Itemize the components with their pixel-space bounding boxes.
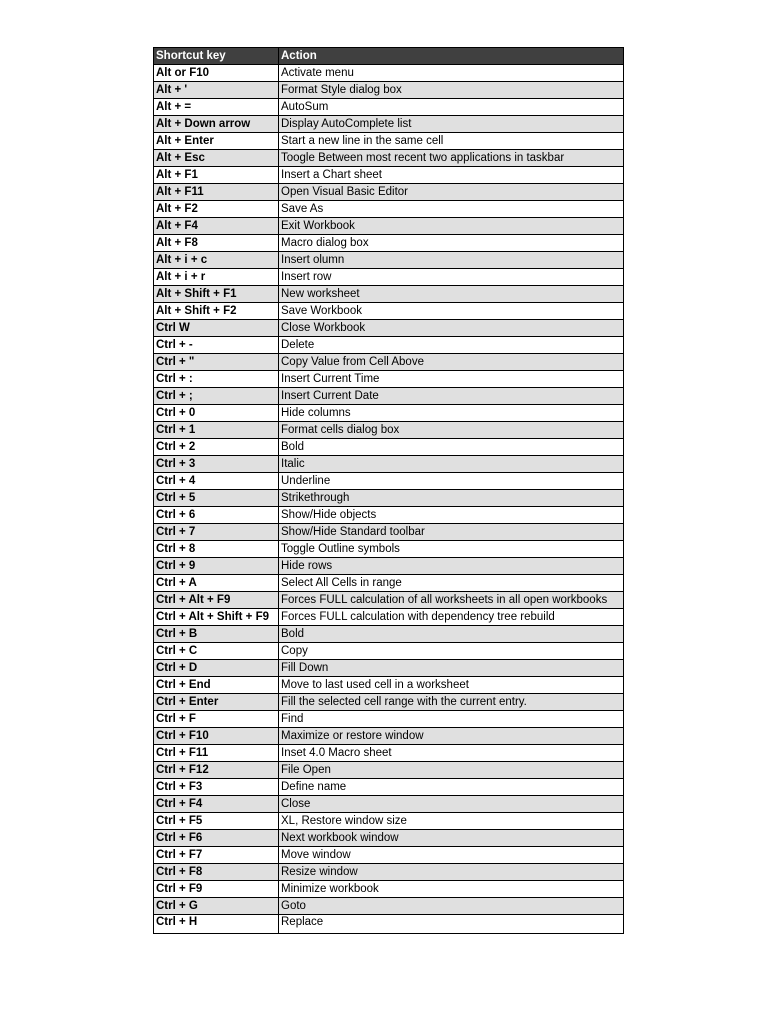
shortcut-key-cell: Ctrl + 3 [154,456,279,473]
action-cell: Move window [279,847,624,864]
table-row [154,677,624,694]
action-cell: Start a new line in the same cell [279,133,624,150]
shortcut-key-cell: Ctrl + A [154,575,279,592]
shortcut-key-cell: Ctrl + H [154,915,279,934]
shortcut-key-cell: Ctrl + 6 [154,507,279,524]
action-cell: Forces FULL calculation of all worksheets in all open workbooks [279,592,624,609]
table-row [154,65,624,82]
shortcut-key-cell: Ctrl + C [154,643,279,660]
table-body [154,65,624,934]
action-cell: Find [279,711,624,728]
shortcut-key-cell: Ctrl + 4 [154,473,279,490]
table-row [154,762,624,779]
action-cell: Fill Down [279,660,624,677]
shortcut-key-cell: Ctrl + 5 [154,490,279,507]
action-cell: XL, Restore window size [279,813,624,830]
shortcut-key-cell: Ctrl + Enter [154,694,279,711]
table-row [154,915,624,934]
table-row [154,864,624,881]
action-cell: Format cells dialog box [279,422,624,439]
table-row [154,830,624,847]
shortcut-key-cell: Ctrl + 0 [154,405,279,422]
action-cell: Resize window [279,864,624,881]
table-row [154,507,624,524]
action-cell: Close [279,796,624,813]
table-row [154,235,624,252]
action-cell: Minimize workbook [279,881,624,898]
table-row [154,541,624,558]
action-cell: Save As [279,201,624,218]
action-cell: Show/Hide objects [279,507,624,524]
shortcut-key-cell: Alt + F1 [154,167,279,184]
action-cell: Format Style dialog box [279,82,624,99]
table-row [154,150,624,167]
table-row [154,490,624,507]
shortcut-key-cell: Alt or F10 [154,65,279,82]
table-row [154,405,624,422]
action-cell: Show/Hide Standard toolbar [279,524,624,541]
action-cell: Underline [279,473,624,490]
shortcut-key-cell: Alt + i + c [154,252,279,269]
shortcut-key-cell: Alt + Enter [154,133,279,150]
action-cell: Fill the selected cell range with the current entry. [279,694,624,711]
shortcut-key-cell: Ctrl + F12 [154,762,279,779]
shortcut-key-cell: Alt + Shift + F1 [154,286,279,303]
table-row [154,745,624,762]
action-cell: Insert row [279,269,624,286]
table-row [154,609,624,626]
action-cell: Activate menu [279,65,624,82]
shortcut-key-cell: Ctrl + F8 [154,864,279,881]
shortcut-key-cell: Ctrl + B [154,626,279,643]
shortcut-key-cell: Ctrl + F3 [154,779,279,796]
table-row [154,201,624,218]
table-row [154,320,624,337]
action-cell: Insert a Chart sheet [279,167,624,184]
column-header-shortcut-key: Shortcut key [154,48,279,65]
table-row [154,167,624,184]
table-row [154,575,624,592]
table-row [154,473,624,490]
action-cell: Insert Current Date [279,388,624,405]
shortcut-key-cell: Ctrl + G [154,898,279,915]
shortcut-key-cell: Ctrl W [154,320,279,337]
table-row [154,303,624,320]
table-row [154,218,624,235]
action-cell: Move to last used cell in a worksheet [279,677,624,694]
table-row [154,592,624,609]
table-row [154,269,624,286]
action-cell: Delete [279,337,624,354]
shortcut-key-cell: Alt + ' [154,82,279,99]
shortcut-key-cell: Ctrl + Alt + Shift + F9 [154,609,279,626]
column-header-action: Action [279,48,624,65]
shortcut-key-cell: Ctrl + 8 [154,541,279,558]
table-row [154,286,624,303]
shortcut-key-cell: Ctrl + 7 [154,524,279,541]
action-cell: Select All Cells in range [279,575,624,592]
action-cell: Toggle Outline symbols [279,541,624,558]
action-cell: Copy Value from Cell Above [279,354,624,371]
table-row [154,82,624,99]
shortcut-key-cell: Ctrl + F6 [154,830,279,847]
shortcut-key-cell: Alt + F2 [154,201,279,218]
shortcut-key-cell: Ctrl + ; [154,388,279,405]
action-cell: File Open [279,762,624,779]
action-cell: Macro dialog box [279,235,624,252]
table-row [154,694,624,711]
table-row [154,643,624,660]
shortcut-key-cell: Ctrl + F10 [154,728,279,745]
action-cell: New worksheet [279,286,624,303]
table-row [154,184,624,201]
shortcut-key-cell: Ctrl + End [154,677,279,694]
action-cell: Copy [279,643,624,660]
shortcut-key-cell: Ctrl + F11 [154,745,279,762]
table-row [154,626,624,643]
shortcut-key-cell: Ctrl + 2 [154,439,279,456]
shortcut-key-cell: Ctrl + " [154,354,279,371]
action-cell: Forces FULL calculation with dependency tree rebuild [279,609,624,626]
table-row [154,881,624,898]
action-cell: Maximize or restore window [279,728,624,745]
action-cell: Hide columns [279,405,624,422]
shortcut-key-cell: Alt + Shift + F2 [154,303,279,320]
shortcut-key-cell: Alt + F8 [154,235,279,252]
table-row [154,388,624,405]
shortcut-key-cell: Ctrl + F [154,711,279,728]
action-cell: Define name [279,779,624,796]
action-cell: Insert Current Time [279,371,624,388]
shortcut-key-cell: Ctrl + F5 [154,813,279,830]
table-row [154,524,624,541]
table-row [154,796,624,813]
table-row [154,371,624,388]
action-cell: Next workbook window [279,830,624,847]
action-cell: Exit Workbook [279,218,624,235]
shortcut-key-cell: Ctrl + 9 [154,558,279,575]
table-row [154,660,624,677]
action-cell: Bold [279,439,624,456]
table-row [154,252,624,269]
table-row [154,422,624,439]
table-header-row [154,48,624,65]
shortcut-key-cell: Ctrl + F9 [154,881,279,898]
shortcut-key-cell: Alt + Down arrow [154,116,279,133]
action-cell: Hide rows [279,558,624,575]
table-row [154,558,624,575]
action-cell: Open Visual Basic Editor [279,184,624,201]
table-row [154,354,624,371]
table-row [154,116,624,133]
action-cell: Toogle Between most recent two applications in taskbar [279,150,624,167]
action-cell: Inset 4.0 Macro sheet [279,745,624,762]
shortcut-key-cell: Ctrl + D [154,660,279,677]
shortcut-key-cell: Ctrl + - [154,337,279,354]
table-row [154,728,624,745]
table-row [154,133,624,150]
shortcut-key-cell: Alt + i + r [154,269,279,286]
action-cell: Replace [279,915,624,934]
table-row [154,779,624,796]
action-cell: Italic [279,456,624,473]
shortcut-table [153,47,624,934]
action-cell: Strikethrough [279,490,624,507]
shortcut-key-cell: Alt + F11 [154,184,279,201]
shortcut-key-cell: Ctrl + 1 [154,422,279,439]
table-row [154,439,624,456]
shortcut-key-cell: Alt + = [154,99,279,116]
action-cell: Goto [279,898,624,915]
shortcut-key-cell: Alt + F4 [154,218,279,235]
table-row [154,456,624,473]
shortcut-key-cell: Ctrl + : [154,371,279,388]
shortcut-key-cell: Ctrl + Alt + F9 [154,592,279,609]
action-cell: AutoSum [279,99,624,116]
shortcut-key-cell: Ctrl + F7 [154,847,279,864]
table-row [154,711,624,728]
table-row [154,813,624,830]
shortcut-key-cell: Alt + Esc [154,150,279,167]
table-row [154,337,624,354]
action-cell: Close Workbook [279,320,624,337]
table-row [154,847,624,864]
table-row [154,99,624,116]
action-cell: Bold [279,626,624,643]
table-row [154,898,624,915]
action-cell: Save Workbook [279,303,624,320]
action-cell: Insert olumn [279,252,624,269]
shortcut-key-cell: Ctrl + F4 [154,796,279,813]
action-cell: Display AutoComplete list [279,116,624,133]
